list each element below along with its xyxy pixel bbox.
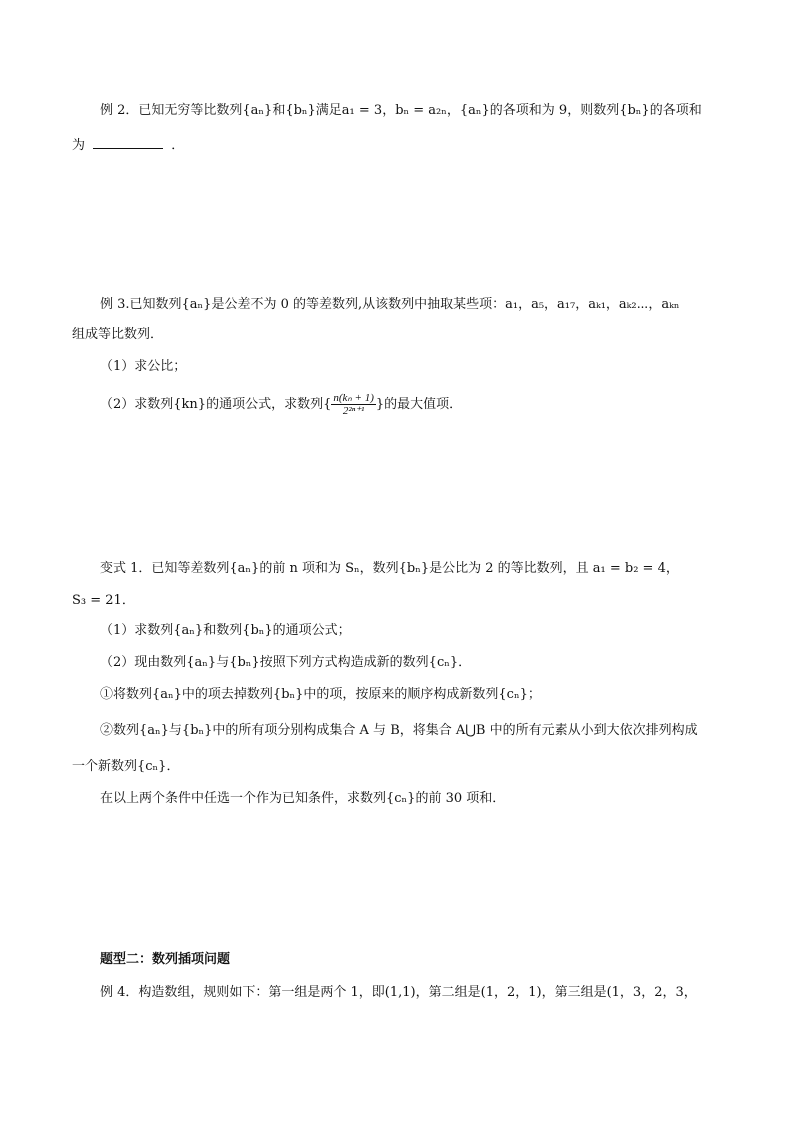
fraction	[331, 392, 376, 417]
variant1-line1: 变式 1．已知等差数列{aₙ}的前 n 项和为 Sₙ，数列{bₙ}是公比为 2 的等比数列，且 a₁ = b₂ = 4，	[100, 561, 679, 576]
example3-line2: 组成等比数列．	[72, 327, 164, 342]
example4-line1: 例 4．构造数组，规则如下：第一组是两个 1，即(1,1)，第二组是(1，2，1)，第三组是(1，3，2，3，	[100, 985, 697, 1000]
example3-q2-prefix: （2）求数列{kn}的通项公式，求数列{	[100, 397, 332, 412]
variant1-q1: （1）求数列{aₙ}和数列{bₙ}的通项公式；	[100, 623, 351, 638]
example3-q1: （1）求公比；	[100, 359, 187, 374]
example2-line2	[72, 136, 184, 155]
example3-q2	[100, 392, 462, 418]
variant1-option2-line1: ②数列{aₙ}与{bₙ}中的所有项分别构成集合 A 与 B，将集合 A⋃B 中的所有元素从小到大依次排列构成	[100, 723, 698, 738]
example2-line1: 例 2．已知无穷等比数列{aₙ}和{bₙ}满足a₁ = 3，bₙ = a₂ₙ，{aₙ}的各项和为 9，则数列{bₙ}的各项和	[100, 103, 702, 118]
example3-q2-suffix: }的最大值项．	[375, 397, 463, 412]
example3-line1: 例 3.已知数列{aₙ}是公差不为 0 的等差数列,从该数列中抽取某些项：a₁，a₅，a₁₇，aₖ₁，aₖ₂⋯，aₖₙ	[100, 297, 680, 312]
variant1-q2: （2）现由数列{aₙ}与{bₙ}按照下列方式构造成新的数列{cₙ}．	[100, 655, 472, 670]
variant1-option1: ①将数列{aₙ}中的项去掉数列{bₙ}中的项，按原来的顺序构成新数列{cₙ}；	[100, 687, 541, 702]
variant1-final: 在以上两个条件中任选一个作为已知条件，求数列{cₙ}的前 30 项和．	[100, 791, 506, 806]
answer-blank	[93, 136, 163, 149]
section-heading: 题型二：数列插项问题	[100, 952, 231, 967]
fraction-numerator: n(kₙ + 1)	[333, 392, 374, 404]
variant1-option2-line2: 一个新数列{cₙ}．	[72, 759, 180, 774]
fraction-denominator: 2²ⁿ⁺¹	[342, 405, 365, 417]
example2-line2-suffix: ．	[171, 138, 185, 153]
variant1-line2: S₃ = 21．	[72, 593, 135, 608]
example2-line2-prefix: 为	[72, 138, 86, 153]
